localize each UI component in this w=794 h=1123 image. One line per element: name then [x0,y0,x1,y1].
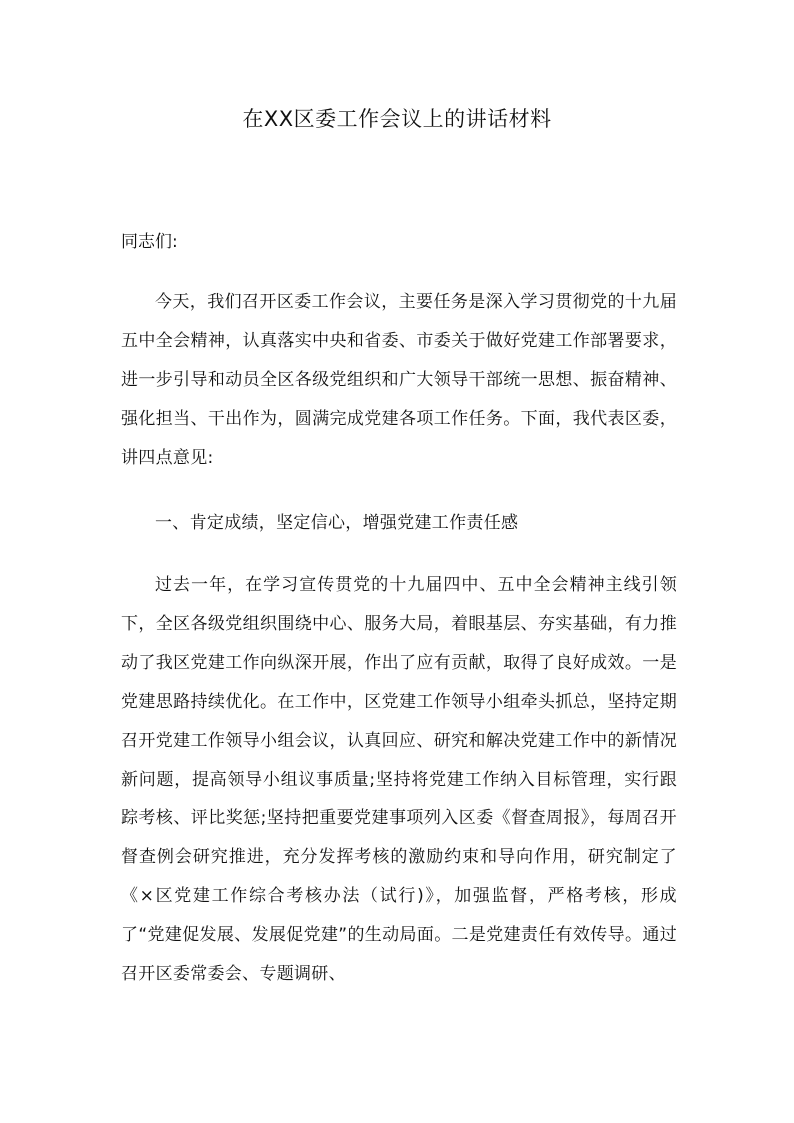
salutation: 同志们: [121,232,178,252]
section-heading-1: 一、肯定成绩，坚定信心，增强党建工作责任感 [155,513,519,533]
paragraph-achievements: 过去一年，在学习宣传贯党的十九届四中、五中全会精神主线引领下，全区各级党组织围绕中心、服务大局，着眼基层、夯实基础，有力推动了我区党建工作向纵深开展，作出了应有贡献，取得了良好成效。一是党建思路持续优化。在工作中，区党建工作领导小组牵头抓总，坚持定期召开党建工作领导小组会议，认真回应、研究和解决党建工作中的新情况新问题，提高领导小组议事质量;坚持将党建工作纳入目标管理，实行跟踪考核、评比奖惩;坚持把重要党建事项列入区委《督查周报》，每周召开督查例会研究推进，充分发挥考核的激励约束和导向作用，研究制定了《×区党建工作综合考核办法（试行)》，加强监督，严格考核，形成了“党建促发展、发展促党建”的生动局面。二是党建责任有效传导。通过召开区委常委会、专题调研、 [121,575,677,985]
paragraph-intro: 今天，我们召开区委工作会议，主要任务是深入学习贯彻党的十九届五中全会精神，认真落实中央和省委、市委关于做好党建工作部署要求，进一步引导和动员全区各级党组织和广大领导干部统一思想、振奋精神、强化担当、干出作为，圆满完成党建各项工作任务。下面，我代表区委，讲四点意见: [121,292,677,468]
document-title: 在XX区委工作会议上的讲话材料 [242,107,552,131]
